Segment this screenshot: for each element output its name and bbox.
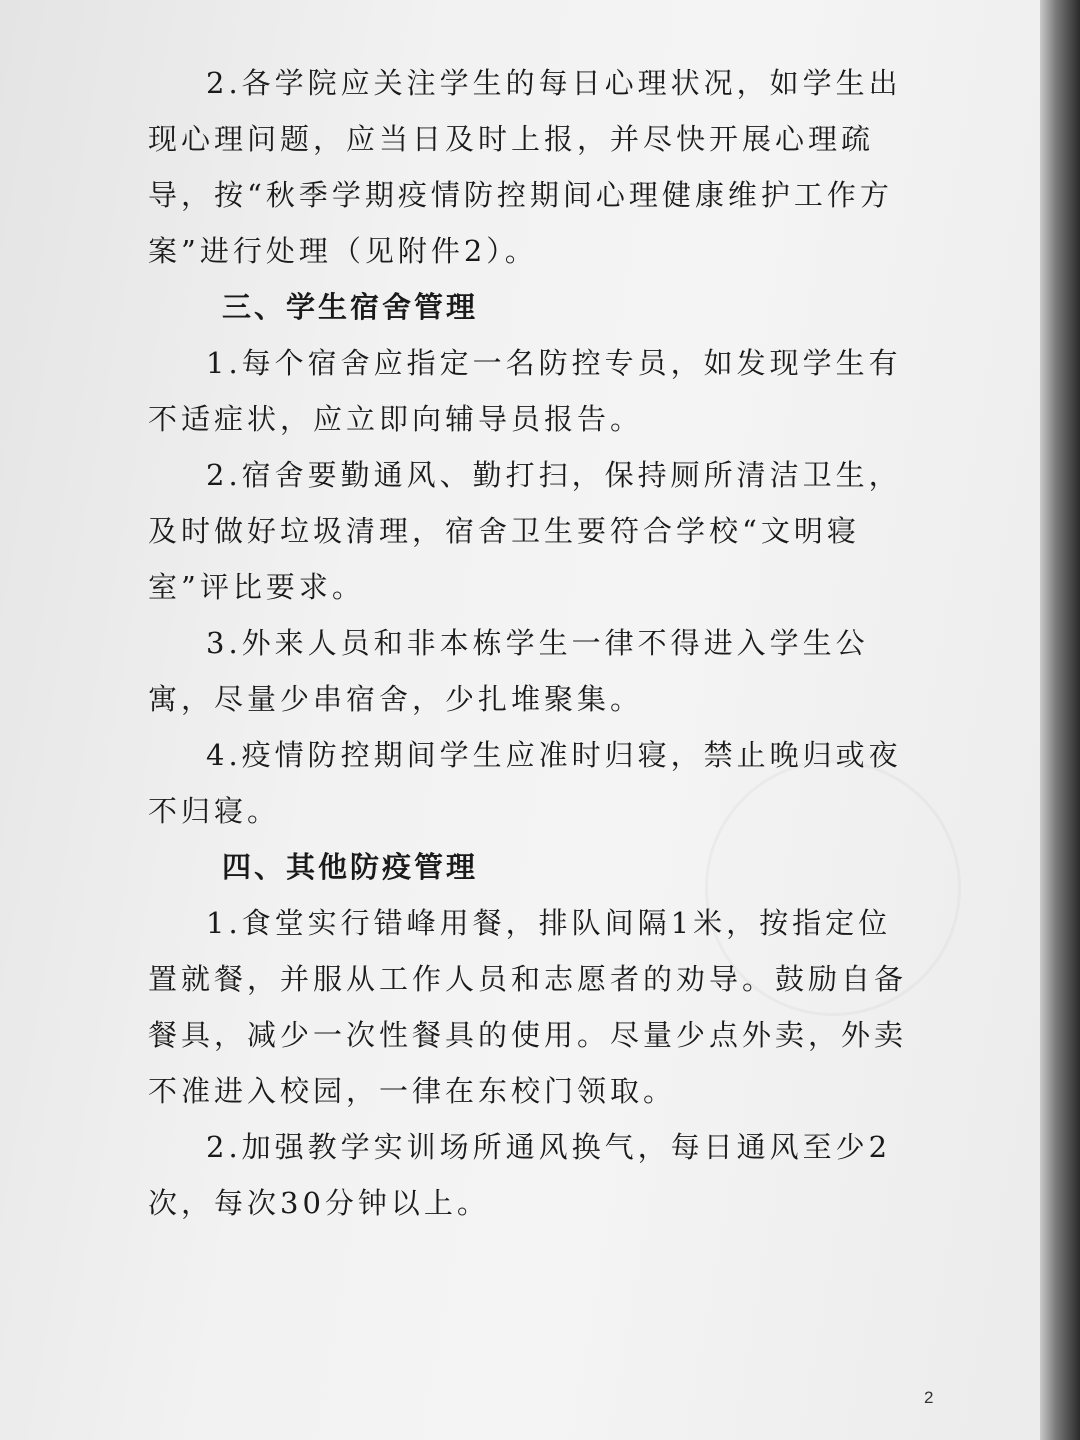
paragraph-dorm-officer: 1.每个宿舍应指定一名防控专员，如发现学生有不适症状，应立即向辅导员报告。 <box>148 346 902 436</box>
document-body <box>148 55 918 1231</box>
paragraph-curfew: 4.疫情防控期间学生应准时归寝，禁止晚归或夜不归寝。 <box>148 738 902 828</box>
page-number: 2 <box>924 1388 934 1407</box>
paragraph-canteen: 1.食堂实行错峰用餐，排队间隔1米，按指定位置就餐，并服从工作人员和志愿者的劝导。鼓励自备餐具，减少一次性餐具的使用。尽量少点外卖，外卖不准进入校园，一律在东校门领取。 <box>148 906 908 1108</box>
page-edge-shadow <box>1040 0 1080 1440</box>
paragraph-dorm-hygiene: 2.宿舍要勤通风、勤打扫，保持厕所清洁卫生，及时做好垃圾清理，宿舍卫生要符合学校“文明寝室”评比要求。 <box>148 458 902 604</box>
paragraph-visitor-restriction: 3.外来人员和非本栋学生一律不得进入学生公寓，尽量少串宿舍，少扎堆聚集。 <box>148 626 869 716</box>
heading-dorm-management: 三、学生宿舍管理 <box>222 290 479 324</box>
heading-other-measures: 四、其他防疫管理 <box>222 850 479 884</box>
paragraph-ventilation: 2.加强教学实训场所通风换气，每日通风至少2次，每次30分钟以上。 <box>148 1130 892 1220</box>
paragraph-psych-reporting: 2.各学院应关注学生的每日心理状况，如学生出现心理问题，应当日及时上报，并尽快开展心理疏导，按“秋季学期疫情防控期间心理健康维护工作方案”进行处理（见附件2）。 <box>148 66 902 268</box>
